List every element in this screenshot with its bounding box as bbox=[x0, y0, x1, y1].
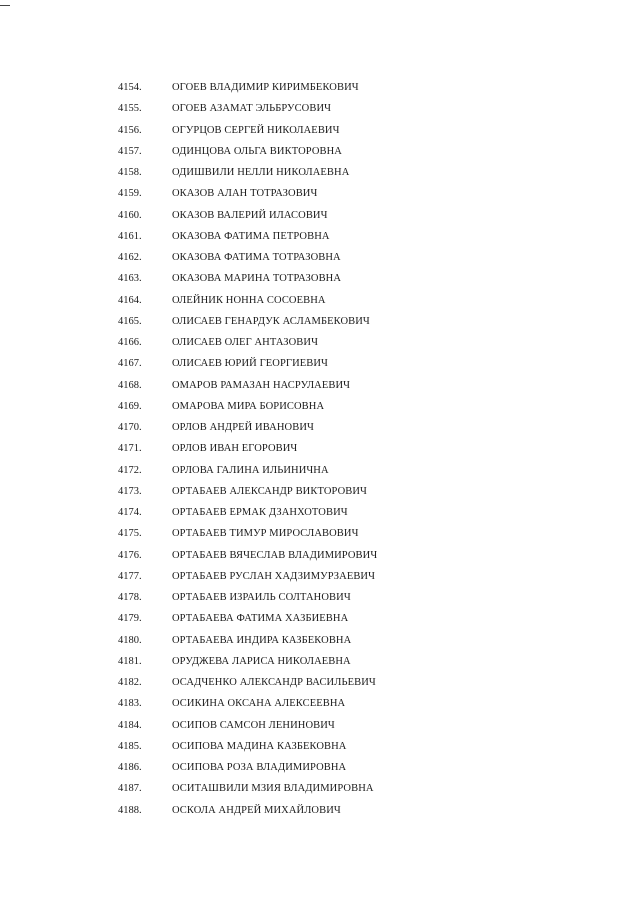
entry-name: ОРЛОВ АНДРЕЙ ИВАНОВИЧ bbox=[172, 422, 314, 433]
entry-number: 4188. bbox=[118, 804, 142, 816]
list-item bbox=[0, 396, 640, 417]
entry-name: ОМАРОВ РАМАЗАН НАСРУЛАЕВИЧ bbox=[172, 379, 351, 391]
entry-number: 4183. bbox=[118, 698, 142, 710]
list-item bbox=[0, 353, 640, 374]
entry-name: ОСАДЧЕНКО АЛЕКСАНДР ВАСИЛЬЕВИЧ bbox=[172, 677, 376, 688]
entry-number: 4166. bbox=[118, 337, 142, 348]
entry-name: ОРТАБАЕВ ТИМУР МИРОСЛАВОВИЧ bbox=[172, 528, 359, 540]
name-list bbox=[0, 77, 640, 821]
entry-name: ОЛЕЙНИК НОННА СОСОЕВНА bbox=[172, 294, 326, 306]
entry-number: 4162. bbox=[118, 252, 142, 263]
entry-number: 4187. bbox=[118, 783, 142, 795]
entry-name: ОРТАБАЕВА ИНДИРА КАЗБЕКОВНА bbox=[172, 634, 352, 646]
list-item bbox=[0, 545, 640, 566]
entry-name: ОРЛОВ ИВАН ЕГОРОВИЧ bbox=[172, 443, 298, 455]
entry-name: ОКАЗОВ ВАЛЕРИЙ ИЛАСОВИЧ bbox=[172, 209, 328, 221]
list-item bbox=[0, 693, 640, 714]
entry-name: ОРТАБАЕВА ФАТИМА ХАЗБИЕВНА bbox=[172, 613, 349, 625]
entry-name: ОГОЕВ ВЛАДИМИР КИРИМБЕКОВИЧ bbox=[172, 82, 359, 93]
entry-name: ОСКОЛА АНДРЕЙ МИХАЙЛОВИЧ bbox=[172, 804, 341, 816]
entry-name: ОКАЗОВ АЛАН ТОТРАЗОВИЧ bbox=[172, 188, 318, 200]
entry-number: 4170. bbox=[118, 422, 142, 433]
entry-number: 4172. bbox=[118, 464, 142, 476]
entry-name: ОЛИСАЕВ ОЛЕГ АНТАЗОВИЧ bbox=[172, 337, 318, 348]
entry-name: ОСИКИНА ОКСАНА АЛЕКСЕЕВНА bbox=[172, 698, 346, 710]
entry-number: 4168. bbox=[118, 379, 142, 391]
list-item bbox=[0, 672, 640, 693]
entry-number: 4175. bbox=[118, 528, 142, 540]
list-item bbox=[0, 247, 640, 268]
entry-number: 4178. bbox=[118, 592, 142, 603]
list-item bbox=[0, 183, 640, 204]
list-item bbox=[0, 800, 640, 821]
list-item bbox=[0, 481, 640, 502]
list-item bbox=[0, 290, 640, 311]
list-item bbox=[0, 98, 640, 119]
list-item bbox=[0, 438, 640, 459]
list-item bbox=[0, 417, 640, 438]
entry-name: ОРТАБАЕВ АЛЕКСАНДР ВИКТОРОВИЧ bbox=[172, 485, 367, 497]
entry-number: 4177. bbox=[118, 570, 142, 582]
entry-name: ОРТАБАЕВ ВЯЧЕСЛАВ ВЛАДИМИРОВИЧ bbox=[172, 549, 378, 561]
entry-name: ОРТАБАЕВ ИЗРАИЛЬ СОЛТАНОВИЧ bbox=[172, 592, 351, 603]
entry-number: 4160. bbox=[118, 209, 142, 221]
list-item bbox=[0, 757, 640, 778]
entry-number: 4158. bbox=[118, 167, 142, 178]
entry-name: ОМАРОВА МИРА БОРИСОВНА bbox=[172, 400, 325, 412]
entry-name: ОСИПОВА РОЗА ВЛАДИМИРОВНА bbox=[172, 762, 347, 773]
list-item bbox=[0, 502, 640, 523]
list-item bbox=[0, 205, 640, 226]
entry-number: 4156. bbox=[118, 124, 142, 136]
entry-name: ОКАЗОВА МАРИНА ТОТРАЗОВНА bbox=[172, 273, 342, 285]
entry-number: 4174. bbox=[118, 507, 142, 518]
list-item bbox=[0, 332, 640, 353]
entry-name: ОСИТАШВИЛИ МЗИЯ ВЛАДИМИРОВНА bbox=[172, 783, 374, 795]
entry-name: ОГОЕВ АЗАМАТ ЭЛЬБРУСОВИЧ bbox=[172, 103, 332, 115]
entry-name: ОРЛОВА ГАЛИНА ИЛЬИНИЧНА bbox=[172, 464, 329, 476]
entry-number: 4167. bbox=[118, 358, 142, 370]
entry-name: ОКАЗОВА ФАТИМА ТОТРАЗОВНА bbox=[172, 252, 341, 263]
entry-number: 4176. bbox=[118, 549, 142, 561]
entry-name: ОКАЗОВА ФАТИМА ПЕТРОВНА bbox=[172, 230, 330, 242]
entry-name: ОЛИСАЕВ ГЕНАРДУК АСЛАМБЕКОВИЧ bbox=[172, 315, 370, 327]
entry-name: ОГУРЦОВ СЕРГЕЙ НИКОЛАЕВИЧ bbox=[172, 124, 340, 136]
entry-number: 4171. bbox=[118, 443, 142, 455]
list-item bbox=[0, 460, 640, 481]
list-item bbox=[0, 77, 640, 98]
list-item bbox=[0, 523, 640, 544]
entry-name: ОРУДЖЕВА ЛАРИСА НИКОЛАЕВНА bbox=[172, 655, 351, 667]
list-item bbox=[0, 141, 640, 162]
entry-number: 4184. bbox=[118, 719, 142, 731]
list-item bbox=[0, 162, 640, 183]
entry-number: 4185. bbox=[118, 740, 142, 752]
entry-name: ОСИПОВА МАДИНА КАЗБЕКОВНА bbox=[172, 740, 347, 752]
entry-number: 4182. bbox=[118, 677, 142, 688]
entry-number: 4181. bbox=[118, 655, 142, 667]
entry-number: 4179. bbox=[118, 613, 142, 625]
list-item bbox=[0, 651, 640, 672]
list-item bbox=[0, 226, 640, 247]
entry-number: 4154. bbox=[118, 82, 142, 93]
list-item bbox=[0, 778, 640, 799]
entry-number: 4165. bbox=[118, 315, 142, 327]
list-item bbox=[0, 311, 640, 332]
entry-name: ОЛИСАЕВ ЮРИЙ ГЕОРГИЕВИЧ bbox=[172, 358, 328, 370]
list-item bbox=[0, 715, 640, 736]
entry-number: 4164. bbox=[118, 294, 142, 306]
entry-number: 4173. bbox=[118, 485, 142, 497]
list-item bbox=[0, 587, 640, 608]
list-item bbox=[0, 268, 640, 289]
entry-name: ОДИНЦОВА ОЛЬГА ВИКТОРОВНА bbox=[172, 145, 342, 157]
entry-name: ОРТАБАЕВ ЕРМАК ДЗАНХОТОВИЧ bbox=[172, 507, 348, 518]
list-item bbox=[0, 566, 640, 587]
entry-number: 4180. bbox=[118, 634, 142, 646]
entry-number: 4157. bbox=[118, 145, 142, 157]
list-item bbox=[0, 375, 640, 396]
corner-mark bbox=[0, 5, 10, 6]
entry-number: 4163. bbox=[118, 273, 142, 285]
entry-number: 4169. bbox=[118, 400, 142, 412]
entry-number: 4186. bbox=[118, 762, 142, 773]
list-item bbox=[0, 736, 640, 757]
list-item bbox=[0, 608, 640, 629]
list-item bbox=[0, 630, 640, 651]
entry-name: ОДИШВИЛИ НЕЛЛИ НИКОЛАЕВНА bbox=[172, 167, 350, 178]
entry-number: 4161. bbox=[118, 230, 142, 242]
entry-number: 4155. bbox=[118, 103, 142, 115]
entry-name: ОСИПОВ САМСОН ЛЕНИНОВИЧ bbox=[172, 719, 335, 731]
list-item bbox=[0, 120, 640, 141]
entry-name: ОРТАБАЕВ РУСЛАН ХАДЗИМУРЗАЕВИЧ bbox=[172, 570, 376, 582]
entry-number: 4159. bbox=[118, 188, 142, 200]
